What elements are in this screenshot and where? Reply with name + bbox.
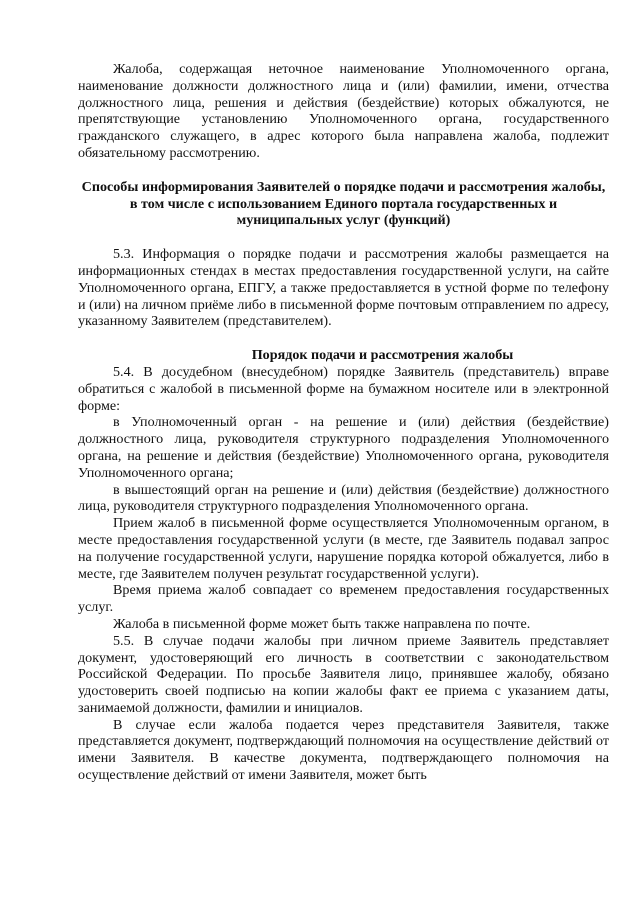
paragraph-reception-time: Время приема жалоб совпадает со временем предоставления государственных услуг. (78, 582, 609, 616)
paragraph-written-complaints: Прием жалоб в письменной форме осуществляется Уполномоченным органом, в месте предоставления государственной услуги (в месте, где Заявитель подавал запрос на получение государственной услуги, нарушение порядка которой обжалуется, либо в месте, где Заявителем получен результат государственной услуги). (78, 515, 609, 582)
paragraph-representative: В случае если жалоба подается через представителя Заявителя, также представляется документ, подтверждающий полномочия на осуществление действий от имени Заявителя. В качестве документа, подтверждающего полномочия на осуществление действий от имени Заявителя, может быть (78, 716, 609, 784)
paragraph-complaint-inaccurate-name: Жалоба, содержащая неточное наименование Уполномоченного органа, наименование должности должностного лица и (или) фамилии, имени, отчества должностного лица, решения и действия (бездействие) которых обжалуются, не препятствующие установлению Уполномоченного органа, государственного гражданского служащего, в адрес которого была направлена жалоба, подлежит обязательному рассмотрению. (78, 61, 609, 161)
document-body (78, 61, 609, 784)
paragraph-by-mail: Жалоба в письменной форме может быть также направлена по почте. (113, 615, 531, 632)
paragraph-authorized-body: в Уполномоченный орган - на решение и (или) действия (бездействие) должностного лица, руководителя структурного подразделения Уполномоченного органа, на решение и действия (бездействие) Уполномоченного органа, руководителя Уполномоченного органа; (78, 414, 609, 481)
spacer (78, 229, 609, 246)
spacer (78, 162, 609, 179)
paragraph-higher-body: в вышестоящий орган на решение и (или) действия (бездействие) должностного лица, руководителя структурного подразделения Уполномоченного органа. (78, 481, 609, 515)
section-heading-complaint-procedure: Порядок подачи и рассмотрения жалобы (251, 347, 514, 364)
paragraph-5-4: 5.4. В досудебном (внесудебном) порядке Заявитель (представитель) вправе обратиться с жалобой в письменной форме на бумажном носителе или в электронной форме: (78, 363, 609, 414)
paragraph-5-5: 5.5. В случае подачи жалобы при личном приеме Заявитель представляет документ, удостоверяющий его личность в соответствии с законодательством Российской Федерации. По просьбе Заявителя лицо, принявшее жалобу, обязано удостоверить своей подписью на копии жалобы факт ее приема с указанием даты, занимаемой должности, фамилии и инициалов. (78, 632, 609, 716)
section-heading-informing-methods: Способы информирования Заявителей о порядке подачи и рассмотрения жалобы, в том числе с использованием Единого портала государственных и муниципальных услуг (функций) (81, 178, 606, 229)
paragraph-5-3: 5.3. Информация о порядке подачи и рассмотрения жалобы размещается на информационных стендах в местах предоставления государственной услуги, на сайте Уполномоченного органа, ЕПГУ, а также предоставляется в устной форме по телефону и (или) на личном приёме либо в письменной форме почтовым отправлением по адресу, указанному Заявителем (представителем). (78, 246, 609, 330)
spacer (78, 330, 609, 347)
